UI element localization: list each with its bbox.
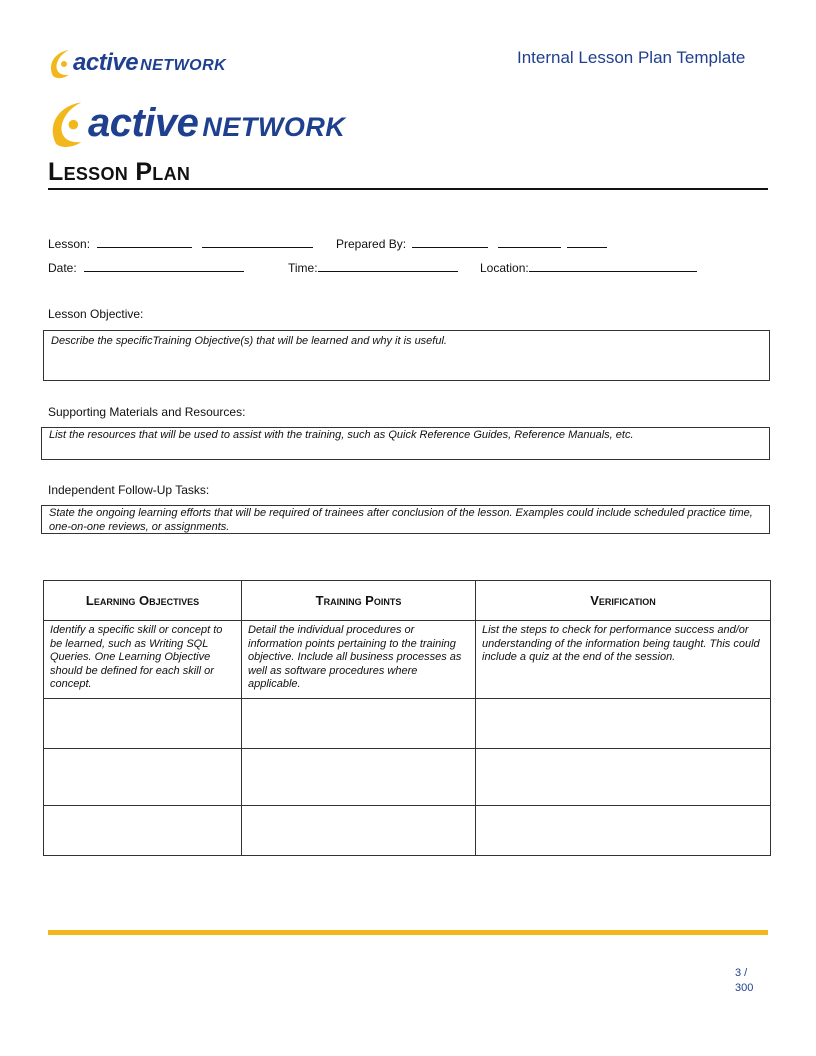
location-field	[480, 261, 697, 275]
table-cell[interactable]	[476, 699, 771, 749]
date-label: Date:	[48, 261, 77, 275]
table-row	[44, 699, 771, 749]
page-title: Lesson Plan	[48, 158, 191, 186]
cell-text	[242, 806, 475, 812]
cell-text	[476, 806, 770, 812]
swoosh-icon	[47, 46, 73, 80]
lesson-table	[43, 580, 771, 856]
date-blank[interactable]	[84, 261, 244, 272]
materials-box[interactable]	[41, 427, 770, 460]
header-verification: Verification	[476, 581, 771, 621]
lesson-label: Lesson:	[48, 237, 91, 251]
objective-label: Lesson Objective:	[48, 307, 144, 321]
prepared-by-field	[336, 237, 607, 251]
logo-word-network: NETWORK	[202, 112, 346, 142]
swoosh-icon	[46, 96, 88, 150]
time-field	[288, 261, 458, 275]
prepared-by-blank-3[interactable]	[567, 237, 607, 248]
table-cell[interactable]	[476, 806, 771, 856]
header-training-points: Training Points	[242, 581, 476, 621]
cell-text	[44, 806, 241, 812]
prepared-by-blank-2[interactable]	[498, 237, 561, 248]
active-network-logo-small	[47, 46, 226, 80]
cell-text	[476, 749, 770, 755]
active-network-logo-large	[46, 96, 345, 150]
table-row	[44, 806, 771, 856]
cell-text	[242, 749, 475, 755]
table-row	[44, 749, 771, 806]
footer-divider	[48, 930, 768, 935]
followup-label: Independent Follow-Up Tasks:	[48, 483, 210, 497]
objective-text: Describe the specificTraining Objective(s) that will be learned and why it is useful.	[51, 335, 447, 347]
cell-text: List the steps to check for performance success and/or understanding of the information being taught. This could include a quiz at the end of the session.	[482, 624, 760, 663]
prepared-by-blank-1[interactable]	[412, 237, 488, 248]
cell-text	[476, 699, 770, 705]
logo-word-network: NETWORK	[140, 57, 227, 74]
cell-text	[242, 699, 475, 705]
table-cell[interactable]	[242, 699, 476, 749]
cell-text: Detail the individual procedures or information points pertaining to the training objective. Include all business processes as well as software procedures where applicable.	[248, 624, 462, 690]
prepared-by-label: Prepared By:	[336, 237, 407, 251]
logo-word-active: active	[88, 101, 199, 145]
date-field	[48, 261, 244, 275]
table-cell[interactable]	[476, 621, 771, 699]
table-cell[interactable]	[44, 806, 242, 856]
table-cell[interactable]	[242, 749, 476, 806]
title-divider	[48, 188, 768, 190]
table-cell[interactable]	[44, 621, 242, 699]
lesson-blank-1[interactable]	[97, 237, 192, 248]
followup-box[interactable]	[41, 505, 770, 534]
objective-box[interactable]	[43, 330, 770, 381]
location-label: Location:	[480, 261, 529, 275]
logo-word-active: active	[73, 49, 139, 76]
time-blank[interactable]	[318, 261, 458, 272]
cell-text: Identify a specific skill or concept to be learned, such as Writing SQL Queries. One Learning Objective should be defined for each skill or concept.	[50, 624, 223, 690]
cell-text	[44, 699, 241, 705]
time-label: Time:	[288, 261, 318, 275]
header-learning-objectives: Learning Objectives	[44, 581, 242, 621]
materials-text: List the resources that will be used to assist with the training, such as Quick Reference Guides, Reference Manuals, etc.	[49, 429, 634, 441]
table-cell[interactable]	[242, 806, 476, 856]
followup-text: State the ongoing learning efforts that will be required of trainees after conclusion of the lesson. Examples could include scheduled practice time, one-on-one reviews, or assignments.	[49, 507, 753, 533]
table-cell[interactable]	[44, 699, 242, 749]
table-cell[interactable]	[476, 749, 771, 806]
table-cell[interactable]	[44, 749, 242, 806]
page-current: 3 /	[735, 967, 748, 979]
table-row	[44, 621, 771, 699]
materials-label: Supporting Materials and Resources:	[48, 405, 246, 419]
page-number	[735, 966, 753, 996]
page-total: 300	[735, 982, 754, 994]
cell-text	[44, 749, 241, 755]
table-header-row	[44, 581, 771, 621]
lesson-blank-2[interactable]	[202, 237, 313, 248]
template-title: Internal Lesson Plan Template	[517, 48, 746, 67]
table-cell[interactable]	[242, 621, 476, 699]
location-blank[interactable]	[529, 261, 697, 272]
lesson-field	[48, 237, 313, 251]
